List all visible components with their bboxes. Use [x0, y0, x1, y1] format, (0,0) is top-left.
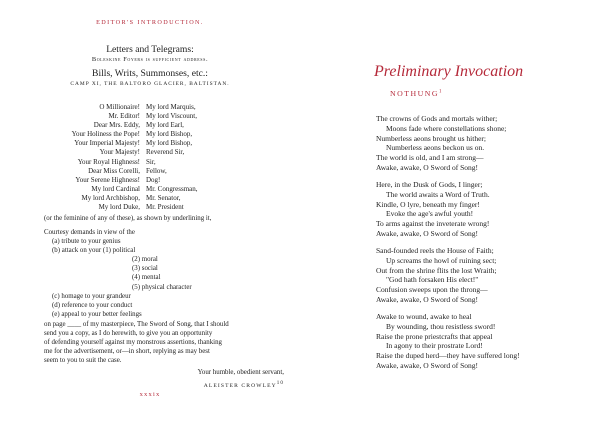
stanza [376, 246, 586, 305]
poem-line: Confusion sweeps upon the throng— [376, 285, 488, 295]
poem-line: Numberless aeons beckon us on. [386, 143, 485, 153]
salutation-right: Dog! [146, 175, 161, 184]
salutation-right: My lord Bishop, [146, 139, 193, 148]
poem-line: Here, in the Dusk of Gods, I linger; [376, 180, 483, 189]
courtesy-line: (b) attack on your (1) political [52, 247, 136, 255]
poem-line: Awake, awake, O Sword of Song! [376, 228, 478, 238]
poem-line: The world awaits a Word of Truth. [386, 189, 490, 199]
salutation-row [60, 121, 290, 130]
closing-line: me for the advertisement, or—in short, replying as may best [44, 348, 210, 356]
poem-line: Up screams the howl of ruining sect; [386, 255, 497, 265]
poem-line: By wounding, thou resistless sword! [386, 321, 496, 331]
subtitle-footnote-ref: 1 [439, 89, 444, 95]
courtesy-line: (2) moral [132, 256, 158, 264]
salutation-right: My lord Marquis, [146, 103, 196, 111]
salutation-right: My lord Earl, [146, 121, 184, 130]
salutation-right: Mr. President [146, 203, 184, 212]
signature-name: ALEISTER CROWLEY [203, 382, 277, 389]
salutation-row [60, 176, 290, 185]
salutation-row [60, 139, 290, 148]
bills-address: CAMP XI, THE BALTORO GLACIER, BALTISTAN. [70, 81, 230, 87]
courtesy-line: (4) mental [132, 274, 161, 282]
poem-line: The crowns of Gods and mortals wither; [376, 114, 498, 123]
stanza [376, 180, 586, 239]
courtesy-line: Courtesy demands in view of the [44, 229, 135, 236]
poem-line: Awake, awake, O Sword of Song! [376, 294, 478, 304]
salutation-row [60, 203, 290, 212]
salutation-left: Your Serene Highness! [75, 175, 140, 184]
stanza [376, 312, 586, 371]
poem-subtitle [390, 89, 500, 98]
poem-line: Raise the duped herd—they have suffered long! [376, 351, 520, 361]
closing-line: on page ____ of my masterpiece, The Sword of Song, that I should [44, 321, 229, 328]
salutation-left: Your Imperial Majesty! [74, 139, 140, 148]
signature [0, 379, 284, 391]
bills-heading: Bills, Writs, Summonses, etc.: [92, 68, 208, 79]
poem-line: "God hath forsaken His elect!" [386, 275, 479, 285]
poem-line: In agony to their prostrate Lord! [386, 341, 483, 351]
signature-footnote-ref: 10 [276, 381, 284, 386]
signoff: Your humble, obedient servant, [197, 369, 284, 376]
salutation-left: Dear Mrs. Eddy, [93, 121, 140, 130]
courtesy-list [44, 228, 280, 319]
letters-address: Boleskine Foyers is sufficient address. [91, 56, 209, 63]
salutation-left: My lord Archbishop, [81, 193, 140, 202]
poem-line: Numberless aeons brought us hither; [376, 133, 486, 143]
poem-title: Preliminary Invocation [374, 63, 524, 80]
page-number: xxxix [139, 391, 161, 398]
salutation-left: Your Majesty! [99, 148, 140, 157]
salutation-right: Mr. Senator, [146, 193, 181, 202]
salutation-left: Your Holiness the Pope! [71, 130, 140, 139]
salutation-right: My lord Viscount, [146, 112, 197, 121]
salutation-left: My lord Cardinal [91, 184, 140, 193]
salutation-row [60, 103, 290, 112]
salutation-right: Sir, [146, 157, 156, 166]
courtesy-line: (5) physical character [132, 283, 192, 291]
salutation-row [60, 148, 290, 157]
salutation-row [60, 112, 290, 121]
poem-line: Kindle, O lyre, beneath my finger! [376, 199, 480, 209]
poem-subtitle-text: NOTHUNG [390, 89, 440, 98]
salutation-left: Dear Miss Corelli, [88, 166, 140, 175]
poem-line: Sand-founded reels the House of Faith; [376, 246, 494, 255]
closing-line: of defending yourself against my monstrous assertions, thanking [44, 339, 222, 347]
courtesy-line: (3) social [132, 265, 158, 273]
feminine-note-text: (or the feminine of any of these), as shown by underlining it, [44, 215, 212, 222]
salutation-right: Reverend Sir, [146, 148, 185, 157]
salutation-right: Mr. Congressman, [146, 184, 198, 193]
running-head: EDITOR'S INTRODUCTION. [96, 19, 204, 26]
closing-paragraph [44, 320, 280, 365]
feminine-note [44, 214, 280, 223]
poem-line: Awake, awake, O Sword of Song! [376, 162, 478, 172]
closing-line: send you a copy, as I do herewith, to give you an opportunity [44, 330, 213, 338]
poem-line: The world is old, and I am strong— [376, 153, 484, 163]
poem-line: Raise the prone priestcrafts that appeal [376, 331, 493, 341]
poem-line: Out from the shrine flits the lost Wraith; [376, 265, 497, 275]
poem-line: Awake, awake, O Sword of Song! [376, 360, 478, 370]
courtesy-line: (e) appeal to your better feelings [52, 310, 142, 318]
salutation-row [60, 167, 290, 176]
stanza [376, 114, 586, 173]
poem-line: Evoke the age's awful youth! [386, 209, 474, 219]
salutation-row [60, 194, 290, 203]
courtesy-line: (d) reference to your conduct [52, 301, 133, 309]
poem-line: Awake to wound, awake to heal [376, 312, 472, 321]
salutation-left: Your Royal Highness! [77, 157, 140, 166]
salutation-list [60, 103, 290, 212]
salutation-left: My lord Duke, [98, 203, 140, 212]
poem-line: Moons fade where constellations shone; [386, 123, 507, 133]
salutation-right: My lord Bishop, [146, 130, 193, 139]
salutation-left: Mr. Editor! [108, 112, 140, 121]
letters-heading: Letters and Telegrams: [106, 44, 194, 55]
salutation-row [60, 185, 290, 194]
poem-line: To arms against the inveterate wrong! [376, 219, 490, 229]
courtesy-line: (a) tribute to your genius [52, 238, 121, 246]
salutation-row [60, 130, 290, 139]
courtesy-line: (c) homage to your grandeur [52, 292, 131, 300]
closing-line: seem to you to suit the case. [44, 357, 122, 365]
salutation-left: O Millionaire! [99, 103, 140, 111]
salutation-row [60, 158, 290, 167]
salutation-right: Fellow, [146, 166, 167, 175]
